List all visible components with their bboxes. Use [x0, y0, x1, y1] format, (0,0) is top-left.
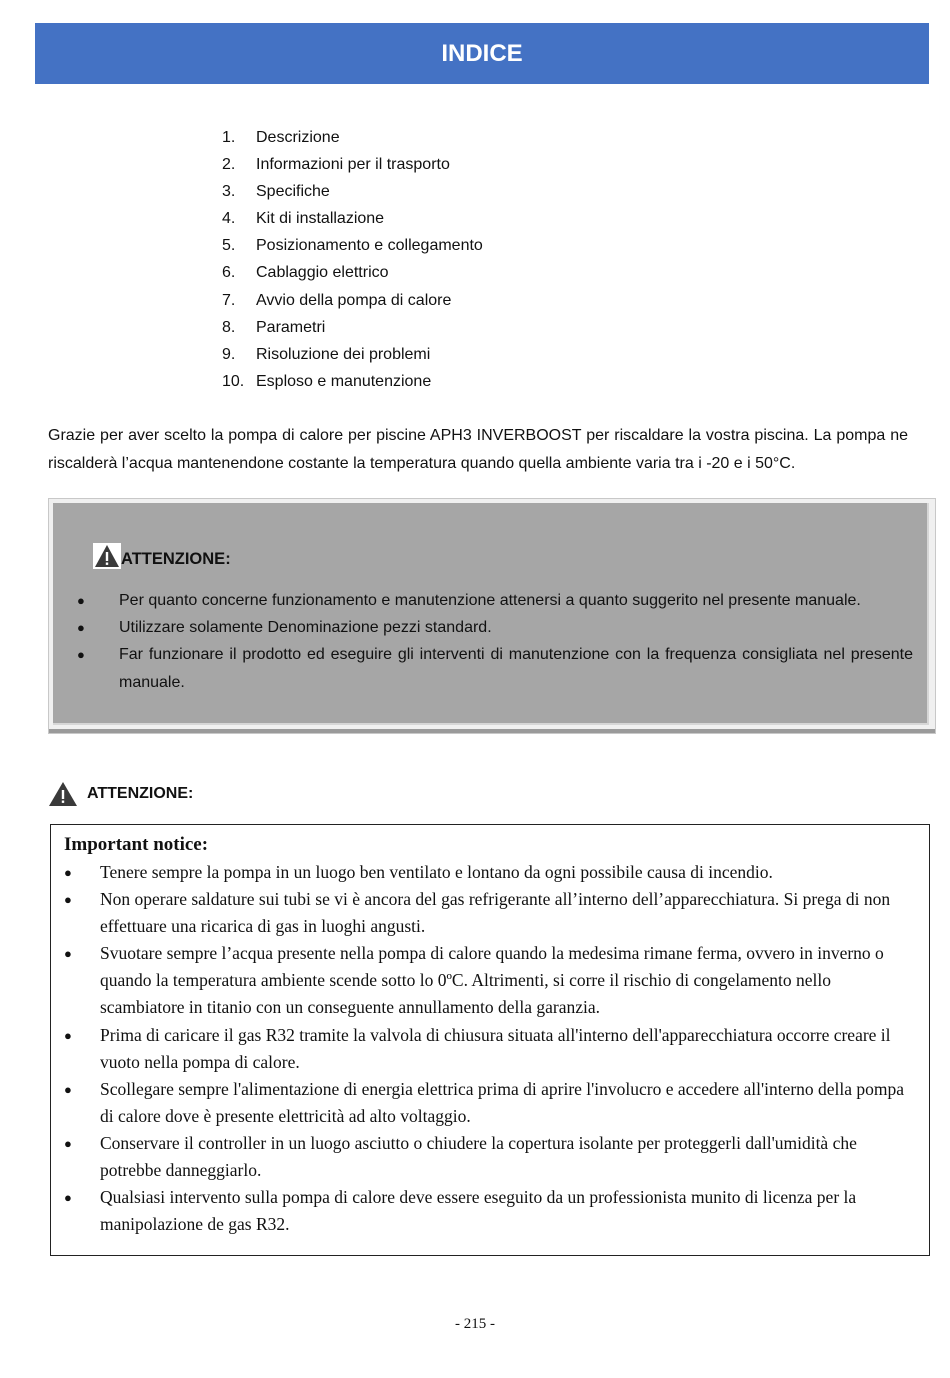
list-item [64, 886, 916, 940]
page-title: INDICE [441, 39, 523, 67]
toc-number: 1. [222, 129, 236, 146]
bullet-icon: ● [64, 1081, 72, 1097]
toc-item [222, 368, 483, 395]
list-item-text: Non operare saldature sui tubi se vi è ancora del gas refrigerante all’interno dell’apparecchiatura. Si prega di non effettuare una ricarica di gas in luoghi angusti. [100, 889, 891, 937]
toc-label: Informazioni per il trasporto [256, 156, 450, 174]
toc-number: 7. [222, 291, 236, 309]
list-item-text: Far funzionare il prodotto ed eseguire gli interventi di manutenzione con la frequenza consigliata nel presente manuale. [119, 646, 913, 691]
list-item-text: Conservare il controller in un luogo asciutto o chiudere la copertura isolante per proteggerli dall'umidità che potrebbe danneggiarlo. [100, 1132, 857, 1181]
toc-item [222, 124, 483, 151]
list-item [77, 587, 913, 614]
important-notice-box [50, 824, 930, 1256]
list-item-text: Utilizzare solamente Denominazione pezzi standard. [119, 619, 492, 637]
bullet-icon: ● [64, 946, 72, 962]
bullet-icon: ● [77, 593, 85, 608]
bullet-icon: ● [77, 620, 85, 636]
toc-label: Avvio della pompa di calore [256, 291, 452, 309]
toc-label: Esploso e manutenzione [256, 372, 432, 390]
list-item-text: Svuotare sempre l’acqua presente nella pompa di calore quando la medesima rimane ferma, ovvero in inverno o quando la temperatura ambiente scende sotto lo 0ºC. Altrimenti, si corre il rischio di congelamento nello scambiatore in titanio con un conseguente annullamento della garanzia. [100, 943, 884, 1018]
list-item [64, 1184, 916, 1238]
intro-paragraph: Grazie per aver scelto la pompa di calore per piscine APH3 INVERBOOST per riscaldare la vostra piscina. La pompa ne riscalderà l’acqua mantenendone costante la temperatura quando quella ambiente varia tra i -20 e i 50°C. [48, 427, 908, 472]
toc-label: Descrizione [256, 129, 340, 146]
list-item [64, 940, 916, 1021]
warning-triangle-icon [93, 543, 121, 569]
attention-heading [48, 781, 193, 807]
list-item [64, 859, 916, 886]
toc-item [222, 287, 483, 314]
bullet-icon: ● [64, 865, 72, 880]
toc-label: Risoluzione dei problemi [256, 345, 431, 363]
box-shadow-line [49, 729, 935, 733]
warning-panel [53, 503, 929, 725]
page-number: - 215 - [455, 1316, 495, 1332]
list-item [64, 1130, 916, 1184]
toc-label: Parametri [256, 318, 326, 336]
toc-item [222, 205, 483, 232]
notice-title: Important notice: [64, 834, 209, 855]
list-item-text: Qualsiasi intervento sulla pompa di calore deve essere eseguito da un professionista munito di licenza per la manipolazione de gas R32. [100, 1187, 857, 1235]
bullet-icon: ● [77, 647, 85, 663]
list-item [64, 1076, 916, 1130]
toc-item [222, 178, 483, 205]
toc-item [222, 314, 483, 341]
list-item [77, 614, 913, 641]
bullet-icon: ● [64, 1027, 72, 1043]
toc-item [222, 232, 483, 259]
warning-list [77, 587, 913, 696]
list-item-text: Prima di caricare il gas R32 tramite la valvola di chiusura situata all'interno dell'apparecchiatura occorre creare il vuoto nella pompa di calore. [100, 1024, 891, 1072]
toc-label: Posizionamento e collegamento [256, 237, 483, 255]
toc-number: 8. [222, 318, 236, 336]
toc-label: Cablaggio elettrico [256, 264, 389, 282]
toc-number: 2. [222, 156, 236, 174]
warning-title: ATTENZIONE: [121, 550, 231, 568]
toc-item [222, 341, 483, 368]
toc-number: 9. [222, 345, 236, 363]
toc-item [222, 259, 483, 286]
toc-number: 4. [222, 210, 236, 228]
toc-number: 10. [222, 372, 245, 390]
toc-item [222, 151, 483, 178]
notice-list [64, 859, 916, 1238]
toc-label: Kit di installazione [256, 210, 385, 228]
toc-number: 5. [222, 237, 236, 255]
warning-triangle-icon [48, 781, 78, 807]
list-item-text: Per quanto concerne funzionamento e manutenzione attenersi a quanto suggerito nel presente manuale. [119, 592, 861, 609]
list-item-text: Tenere sempre la pompa in un luogo ben ventilato e lontano da ogni possibile causa di incendio. [100, 862, 773, 882]
bullet-icon: ● [64, 892, 72, 908]
list-item [77, 641, 913, 695]
warning-box [48, 498, 936, 734]
toc-number: 6. [222, 264, 236, 282]
toc-label: Specifiche [256, 183, 330, 201]
toc-number: 3. [222, 183, 236, 201]
attention-title: ATTENZIONE: [87, 785, 194, 802]
table-of-contents [222, 124, 483, 395]
bullet-icon: ● [64, 1135, 72, 1151]
list-item-text: Scollegare sempre l'alimentazione di energia elettrica prima di aprire l'involucro e accedere all'interno della pompa di calore dove è presente elettricità ad alto voltaggio. [100, 1078, 905, 1126]
bullet-icon: ● [64, 1190, 72, 1206]
warning-heading [93, 543, 231, 569]
list-item [64, 1022, 916, 1076]
page-header [35, 23, 929, 84]
